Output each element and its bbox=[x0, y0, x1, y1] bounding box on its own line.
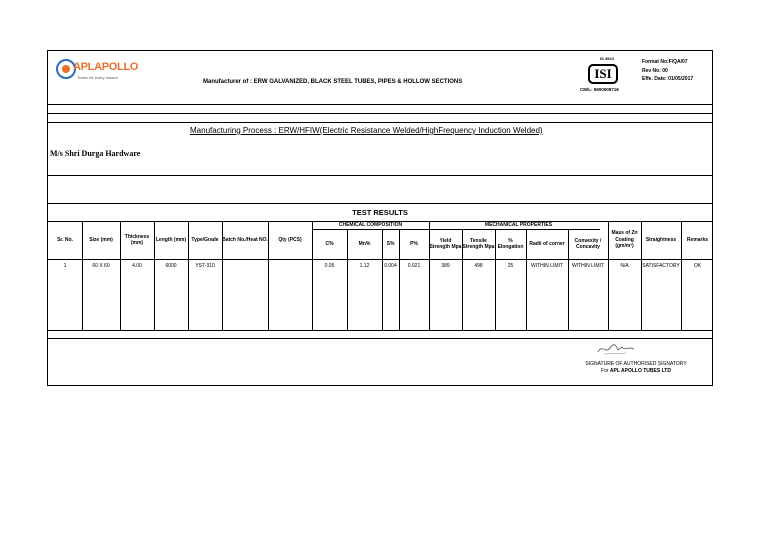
table-cell: N/A bbox=[620, 263, 629, 269]
column-header: S% bbox=[386, 240, 395, 247]
column-header: Qty (PCS) bbox=[278, 236, 302, 243]
column-header: Straightness bbox=[645, 236, 677, 243]
table-cell: YST-310 bbox=[195, 263, 215, 269]
column-header: Sr. No. bbox=[57, 236, 73, 243]
logo-tagline: Tubes for every reason bbox=[77, 75, 118, 80]
isi-standard: IS 4923 bbox=[600, 56, 614, 61]
column-header: Yield Strength Mpa bbox=[429, 237, 462, 250]
column-header: Length (mm) bbox=[155, 236, 187, 243]
divider bbox=[48, 203, 712, 204]
divider bbox=[48, 259, 712, 260]
format-block bbox=[642, 58, 693, 84]
column-header: Size (mm) bbox=[89, 236, 113, 243]
table-cell: 25 bbox=[507, 263, 514, 269]
rev-no: Rev No: 00 bbox=[642, 67, 668, 74]
test-certificate bbox=[47, 50, 713, 386]
apl-apollo-logo bbox=[56, 57, 139, 87]
column-header: Batch No./Heat NO. bbox=[222, 236, 268, 243]
effe-date: Effe. Date: 01/05/2017 bbox=[642, 76, 694, 82]
column-header: Tensile Strength Mpa bbox=[462, 237, 495, 250]
table-cell: 4.00 bbox=[132, 263, 142, 269]
test-results-title: TEST RESULTS bbox=[352, 208, 408, 217]
table-cell: WITHIN LIMIT bbox=[531, 263, 563, 269]
column-header: Radii of corner bbox=[529, 240, 565, 247]
table-cell: SATISFACTORY bbox=[642, 263, 680, 269]
divider bbox=[48, 104, 712, 105]
table-cell bbox=[268, 261, 312, 271]
signature-caption: SIGNATURE OF AUTHORISED SIGNATORY bbox=[585, 361, 687, 367]
column-header: Convexity / Concavity bbox=[574, 237, 602, 250]
format-no: Format No:F/QA/07 bbox=[642, 59, 688, 65]
divider bbox=[48, 330, 712, 331]
table-cell: WITHIN LIMIT bbox=[572, 263, 604, 269]
divider bbox=[48, 338, 712, 339]
isi-mark-icon: ISI bbox=[588, 64, 618, 84]
table-cell: 60 X 60 bbox=[92, 263, 110, 269]
divider bbox=[48, 113, 712, 114]
column-header: Remarks bbox=[686, 236, 709, 243]
column-header: Thickness (mm) bbox=[124, 233, 150, 246]
signature-company: APL APOLLO TUBES LTD bbox=[609, 368, 671, 374]
table-cell bbox=[222, 261, 268, 271]
signature-company-line bbox=[568, 368, 704, 375]
manufacturer-line: Manufacturer of : ERW GALVANIZED, BLACK STEEL TUBES, PIPES & HOLLOW SECTIONS bbox=[203, 79, 463, 85]
table-cell: 0.021 bbox=[407, 263, 421, 269]
table-cell: 389 bbox=[441, 263, 450, 269]
column-header: Mn% bbox=[358, 240, 371, 247]
signature-image bbox=[596, 342, 636, 356]
logo-text: APLAPOLLO bbox=[73, 61, 139, 73]
table-cell: OK bbox=[693, 263, 702, 269]
group-divider bbox=[312, 229, 600, 230]
table-cell: 6000 bbox=[165, 263, 177, 269]
table-cell: 1 bbox=[63, 263, 67, 269]
divider bbox=[48, 175, 712, 176]
column-header: P% bbox=[410, 240, 418, 247]
chemical-composition-header: CHEMICAL COMPOSITION bbox=[338, 221, 403, 228]
column-header: C% bbox=[325, 240, 334, 247]
table-cell: 1.12 bbox=[359, 263, 370, 269]
manufacturing-process: Manufacturing Process : ERW/HFIW(Electric Resistance Welded/HighFrequency Induction Welded) bbox=[190, 126, 543, 135]
mechanical-properties-header: MECHANICAL PROPERTIES bbox=[484, 221, 553, 228]
column-header: % Elongation bbox=[497, 237, 524, 250]
customer-name: M/s Shri Durga Hardware bbox=[50, 149, 141, 158]
column-header: Type/Grade bbox=[191, 236, 219, 243]
table-cell: 498 bbox=[474, 263, 483, 269]
column-header: Mass of Zn Coating (gm/m²) bbox=[611, 230, 638, 250]
signature-for: For bbox=[601, 368, 610, 374]
cml-number: CM/L- 5900008716 bbox=[580, 87, 619, 92]
signature-block bbox=[568, 361, 704, 375]
divider bbox=[48, 122, 712, 123]
table-cell: 0.004 bbox=[384, 263, 397, 269]
table-cell: 0.05 bbox=[324, 263, 335, 269]
